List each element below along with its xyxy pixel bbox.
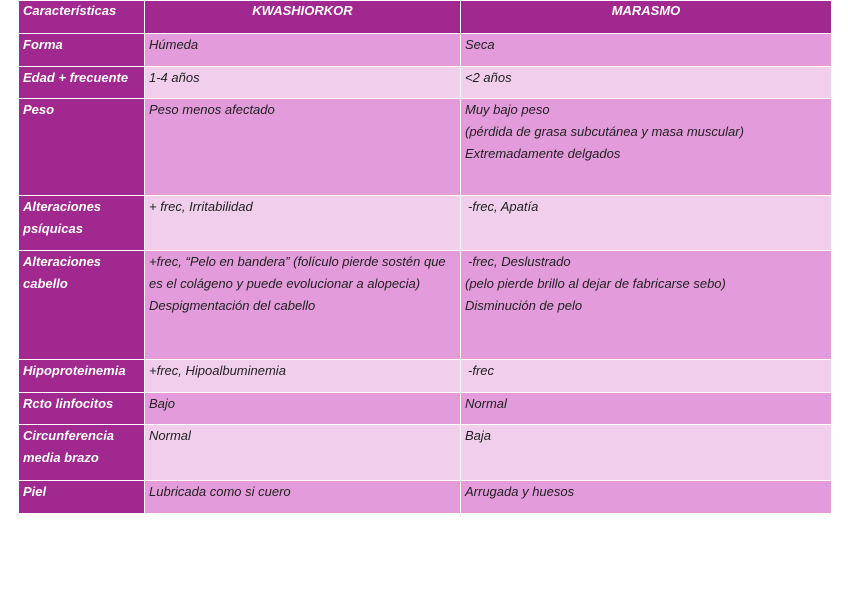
marasmo-cell: [461, 425, 832, 481]
table-row-circunferencia: [19, 425, 832, 481]
row-label: Rcto linfocitos: [19, 393, 145, 425]
cell-text: (pelo pierde brillo al dejar de fabricarse sebo): [465, 276, 726, 291]
row-label: Piel: [19, 481, 145, 514]
header-marasmo: MARASMO: [461, 1, 832, 34]
marasmo-cell: [461, 67, 832, 99]
cell-text: Despigmentación del cabello: [149, 298, 316, 313]
cell-text: Normal: [465, 396, 507, 411]
table-row-rcto-linfocitos: [19, 393, 832, 425]
marasmo-cell: [461, 360, 832, 393]
marasmo-cell: [461, 481, 832, 514]
marasmo-cell: [461, 34, 832, 67]
cell-text: +frec, Hipoalbuminemia: [149, 363, 286, 378]
table-header: [19, 1, 832, 34]
cell-text: -frec: [468, 363, 494, 378]
table-body: [19, 34, 832, 514]
cell-text: +frec, “Pelo en bandera” (folículo pierde sostén que es el colágeno y puede evolucionar a alopecia): [149, 254, 446, 291]
table-row-peso: [19, 99, 832, 196]
kwashiorkor-cell: [145, 99, 461, 196]
cell-text: Arrugada y huesos: [465, 484, 575, 499]
row-label: Hipoproteinemia: [19, 360, 145, 393]
cell-text: -frec, Deslustrado: [468, 254, 571, 269]
cell-text: Bajo: [149, 396, 176, 411]
cell-text: <2 años: [465, 70, 512, 85]
cell-text: Peso menos afectado: [149, 102, 275, 117]
header-kwashiorkor: KWASHIORKOR: [145, 1, 461, 34]
table-row-hipoproteinemia: [19, 360, 832, 393]
kwashiorkor-cell: [145, 425, 461, 481]
table-row-piel: [19, 481, 832, 514]
cell-text: Baja: [465, 428, 492, 443]
row-label: Alteraciones cabello: [19, 251, 145, 360]
header-caracteristicas: Características: [19, 1, 145, 34]
table-row-edad: [19, 67, 832, 99]
table-row-forma: [19, 34, 832, 67]
kwashiorkor-cell: [145, 481, 461, 514]
cell-text: Lubricada como si cuero: [149, 484, 291, 499]
cell-text: -frec, Apatía: [468, 199, 539, 214]
row-label: Peso: [19, 99, 145, 196]
cell-text: Disminución de pelo: [465, 298, 583, 313]
header-row: [19, 1, 832, 34]
cell-text: Muy bajo peso: [465, 102, 550, 117]
marasmo-cell: [461, 251, 832, 360]
kwashiorkor-cell: [145, 196, 461, 251]
cell-text: Seca: [465, 37, 495, 52]
cell-text: + frec, Irritabilidad: [149, 199, 253, 214]
table-row-alteraciones-psiquicas: [19, 196, 832, 251]
marasmo-cell: [461, 196, 832, 251]
kwashiorkor-cell: [145, 67, 461, 99]
row-label: Forma: [19, 34, 145, 67]
kwashiorkor-cell: [145, 360, 461, 393]
row-label: Edad + frecuente: [19, 67, 145, 99]
cell-text: Extremadamente delgados: [465, 146, 621, 161]
comparison-table: [18, 0, 832, 514]
cell-text: Normal: [149, 428, 191, 443]
cell-text: Húmeda: [149, 37, 199, 52]
marasmo-cell: [461, 393, 832, 425]
kwashiorkor-cell: [145, 251, 461, 360]
row-label: Circunferencia media brazo: [19, 425, 145, 481]
marasmo-cell: [461, 99, 832, 196]
kwashiorkor-cell: [145, 34, 461, 67]
table-row-alteraciones-cabello: [19, 251, 832, 360]
row-label: Alteraciones psíquicas: [19, 196, 145, 251]
cell-text: (pérdida de grasa subcutánea y masa muscular): [465, 124, 744, 139]
kwashiorkor-cell: [145, 393, 461, 425]
cell-text: 1-4 años: [149, 70, 200, 85]
